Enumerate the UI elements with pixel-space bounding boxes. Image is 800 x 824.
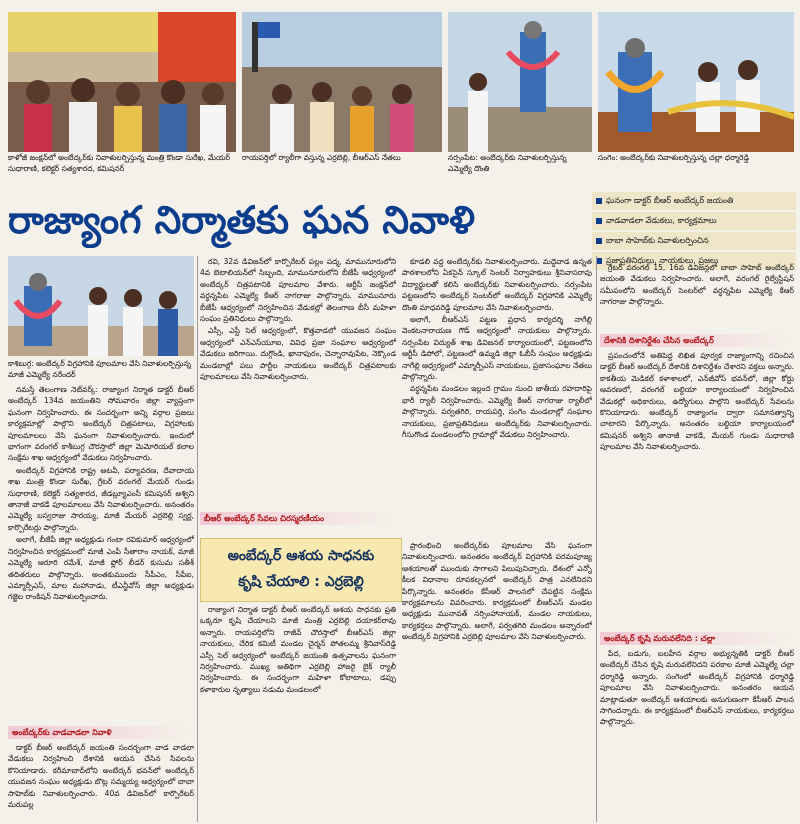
section-subhead: బీఆర్ అంబేద్కర్ సేవలు చిరస్మరణీయం [200,512,396,525]
photo-caption: నర్సంపేట: అంబేద్కర్‌కు నివాళులర్పిస్తున్న ఎమ్మెల్యే దొంతి [448,152,592,176]
article-paragraph: డాక్టర్ బీఆర్ అంబేద్కర్ జయంతి సందర్భంగా వాడ వాడలా వేడుకలు నిర్వహించి దేశానికి ఆయన చేసిన సేవలను కొనియాడారు. కరీమాబాద్‌లోని అంబేద్కర్ భవన్‌లో అంబేద్కర్ యువజన సంఘం అధ్యక్షుడు బొట్ల సమ్మయ్య ఆధ్వర్యంలో బాబా సాహెబ్‌కు నివాళులర్పించారు. 40వ డివిజన్‌లో కార్పొరేటర్ మరుపల్ల [8,743,194,810]
article-paragraph: రాజ్యాంగ నిర్మాత డాక్టర్ బీఆర్ అంబేద్కర్ ఆశయ సాధనకు ప్రతి ఒక్కరూ కృషి చేయాలని మాజీ మంత్రి ఎర్రబెల్లి దయాకర్‌రావు అన్నారు. రాయపర్తిలోని రాజీవ్ చౌరస్తాలో బీఆర్ఎస్ జిల్లా నాయకులు, చేరిక కమిటీ మండల చైర్మన్ పోతలమ్మ శ్రీనివాస్‌రెడ్డి ఎస్సీ సెల్ ఆధ్వర్యంలో అంబేద్కర్ జయంతి ఉత్సవాలను ఘనంగా నిర్వహించారు. ముఖ్య అతిథిగా ఎర్రబెల్లి హాజరై బైక్ ర్యాలీ నిర్వహించారు. ఈ సందర్భంగా మహిళా కోలాటాలు, డప్పు కళాకారుల నృత్యాలు నడుమ మండలంలో [200,605,396,694]
section-subhead: దేశానికి దిశానిర్దేశం చేసిన అంబేద్కర్ [600,334,794,347]
article-paragraph: పేద, బడుగు, బలహీన వర్గాల అభ్యున్నతికి డాక్టర్ బీఆర్ అంబేద్కర్ చేసిన కృషి మరువలేనిదని పరకాల మాజీ ఎమ్మెల్యే చల్లా ధర్మారెడ్డి అన్నారు. సంగెంలో అంబేద్కర్ విగ్రహానికి ధర్మారెడ్డి పూలమాల వేసి నివాళులర్పించారు. అనంతరం ఆయన మాట్లాడుతూ అంబేద్కర్ ఆశయాలకు అనుగుణంగా కేసీఆర్ పాలన సాగిందన్నారు. ఈ కార్యక్రమంలో బీఆర్ఎస్ నాయకులు, కార్యకర్తలు పాల్గొన్నారు. [600,649,794,727]
sub-story-column [200,604,396,822]
article-paragraph: కూడలి వద్ద అంబేద్కర్‌కు నివాళులర్పించారు. మద్దెవాడ ఉన్నత పాఠశాలలోని ఏకసైన్ స్కూల్ సెంటర్ నిర్వాహకులు శ్రీనివాసరావు విద్యార్థులతో కలిసి అంబేద్కర్‌కు నివాళులర్పించారు. నర్సంపేట పట్టణంలోని అంబేద్కర్ సెంటర్‌లో అంబేద్కర్ విగ్రహానికి ఎమ్మెల్యే దొంతి మాధవరెడ్డి పూలమాల వేసి నివాళులర్పించారు. [402,257,592,312]
photo-kaloji-junction [8,12,236,152]
article-column [200,528,396,536]
photo-caption: సంగెం: అంబేద్కర్‌కు నివాళులర్పిస్తున్న చల్లా ధర్మారెడ్డి [598,152,794,176]
article-paragraph: అలాగే, బీజేపీ జిల్లా అధ్యక్షుడు గంటా రవికుమార్ ఆధ్వర్యంలో నిర్వహించిన కార్యక్రమంలో మాజీ ఎంపీ సీతారాం నాయక్, మాజీ ఎమ్మెల్యే ఆరూరి రమేశ్, మాజీ ఫ్లోర్ లీడర్ కుసుమ సతీశ్ తదితరులు పాల్గొన్నారు. అంతకుముందు సీపీఎం, సీపీఐ, ఎమ్మార్పీఎస్, మాల మహానాడు, టీఎన్జీవోస్ జిల్లా అధ్యక్షుడు గజ్జెల రాంకిషన్ నివాళులర్పించారు. [8,535,194,602]
photo-sangem-tribute [598,12,794,152]
article-paragraph: ఎస్సీ, ఎస్టీ సెల్ ఆధ్వర్యంలో, కొత్తవాడలో యువజన సంఘం ఆధ్వర్యంలో ఎన్‌ఎస్‌యూఐ, వివిధ ప్రజా సంఘాల ఆధ్వర్యంలో వేడుకలు జరిగాయి. దుగ్గొండి, ఖానాపురం, చెన్నారావుపేట, నెక్కొండ మండలాల్లో పలు పార్టీల నాయకులు అంబేద్కర్ చిత్రపటాలకు పూలమాలలు వేసి నివాళులర్పించారు. [200,326,396,382]
article-column [600,350,794,630]
photo-kashibugga-tribute [8,256,194,356]
sub-story-heading-line: కృషి చేయాలి : ఎర్రబెల్లి [238,574,364,590]
article-paragraph: గ్రేటర్ వరంగల్ 15, 16వ డివిజన్లలో బాబా సాహెబ్ అంబేద్కర్ జయంతి వేడుకలు నిర్వహించారు. అలాగే, వరంగల్ రైల్వేస్టేషన్ సమీపంలోని అంబేద్కర్ సెంటర్‌లో వర్ధన్నపేట ఎమ్మెల్యే కేఆర్ నాగరాజు పాల్గొన్నారు. [600,263,794,307]
highlight-item: బాబా సాహెబ్‌కు నివాళులర్పించిన [592,232,796,250]
article-column [8,742,194,822]
page-headline: రాజ్యాంగ నిర్మాతకు ఘన నివాళి [8,198,475,242]
article-column [402,256,592,536]
article-column [600,648,794,822]
article-paragraph: ప్రపంచంలోనే అతిపెద్ద లిఖిత పూర్వక రాజ్యాంగాన్ని రచించిన డాక్టర్ బీఆర్ అంబేద్కర్ దేశానికి దిశానిర్దేశం చేశారని వక్తలు అన్నారు. కాకతీయ మెడికల్ కళాశాలలో, ఎన్‌జీవోస్ భవన్‌లో, జిల్లా కోర్టు ఆవరణలో, వరంగల్ బల్దియా కార్యాలయంలో నిర్వహించిన వేడుకల్లో అధికారులు, ఉద్యోగులు పాల్గొని అంబేద్కర్ సేవలను కొనియాడారు. అంబేద్కర్ రాజ్యాంగం ద్వారా సమానత్వాన్ని చాటారని పేర్కొన్నారు. అనంతరం బల్దియా కార్యాలయంలో కమిషనర్ అశ్విని తానాజీ వాకడే, మేయర్ గుండు సుధారాణి పూలమాల వేసి నివాళులర్పించారు. [600,351,794,452]
article-paragraph: అలాగే, బీఆర్ఎస్ పట్టణ ప్రధాన కార్యదర్శి నాగేల్లి వెంకటనారాయణ గౌడ్ ఆధ్వర్యంలో నాయకులు పాల్గొన్నారు. నర్సంపేట విద్యుత్ శాఖ డివిజనల్ కార్యాలయంలో, పట్టణంలోని ఆర్టీసీ డిపోలో, పట్టణంలో ఉమ్మడి జిల్లా ఓబీసీ సంఘం అధ్యక్షుడు నాగేల్లి ఆధ్వర్యంలో ఎమ్మార్పీఎస్ నాయకులు, ప్రజాసంఘాల నేతలు పాల్గొన్నారు. [402,315,592,382]
section-subhead: అంబేద్కర్‌కు వాడవాడలా నివాళి [8,726,194,739]
sub-story-heading-box [200,538,402,602]
article-paragraph: వర్ధన్నపేట మండలం ఇల్లంద గ్రామం నుంచి జాతీయ రహదారిపై భారీ ర్యాలీ నిర్వహించారు. ఎమ్మెల్యే కేఆర్ నాగరాజు ర్యాలీలో పాల్గొన్నారు. పర్వతగిరి, రాయపర్తి, సంగెం మండలాల్లో సంఘాల నాయకులు, ప్రజాప్రతినిధులు అంబేద్కర్‌కు నివాళులర్పించారు. గీసుగొండ మండలంలోని గ్రామాల్లో వేడుకలు నిర్వహించారు. [402,384,592,440]
column-rule [197,256,198,822]
article-column [200,256,396,510]
article-paragraph: రవి, 32వ డివిజన్‌లో కార్పొరేటర్ పల్లం పద్మ, మామునూరులోని 4వ బెటాలియన్‌లో సిబ్బంది, మామునూరులోని బీజేపీ ఆధ్వర్యంలో అంబేద్కర్ చిత్రపటానికి పూలమాల వేశారు. ఆర్టీసీ జంక్షన్‌లో వర్ధన్నపేట ఎమ్మెల్యే కేఆర్ నాగరాజు పాల్గొన్నారు. మామునూరు బీజేపీ ఆధ్వర్యంలో నిర్వహించిన వేడుకల్లో తెలంగాణ బీసీ మహిళా సంఘం ప్రతినిధులు పాల్గొన్నారు. [200,257,396,324]
highlight-item: ఘనంగా డాక్టర్ బీఆర్ అంబేద్కర్ జయంతి [592,192,796,210]
photo-narsampet-statue [448,12,592,152]
highlights-list [592,192,796,272]
article-paragraph: నమస్తే తెలంగాణ నెట్‌వర్క్: రాజ్యాంగ నిర్మాత డాక్టర్ బీఆర్ అంబేద్కర్ 134వ జయంతిని సోమవారం జిల్లా వ్యాప్తంగా ఘనంగా నిర్వహించారు. ఈ సందర్భంగా అన్ని వర్గాల ప్రజలు కార్యక్రమాల్లో పాల్గొని అంబేద్కర్ చిత్రపటాలు, విగ్రహాలకు పూలమాలలు వేసి ఘనంగా నివాళులర్పించారు. ఇందులో భాగంగా వరంగల్ కాశీబుగ్గ చౌరస్తాలో జిల్లా మెమోరియల్ కలాల సంక్షేమ శాఖ ఆధ్వర్యంలో వేడుకలు నిర్వహించారు. [8,385,194,463]
highlight-item: ప్రజాప్రతినిధులు, నాయకులు, ప్రజలు [592,252,796,270]
photo-caption: రాయపర్తిలో ర్యాలీగా వస్తున్న ఎర్రబెల్లి, బీఆర్ఎస్ నేతలు [242,152,442,176]
photo-rayaparthi-rally [242,12,442,152]
highlight-item: వాడవాడలా వేడుకలు, కార్యక్రమాలు [592,212,796,230]
column-rule [596,256,597,822]
article-column [600,262,794,332]
photo-caption: కాళోజీ జంక్షన్‌లో అంబేద్కర్‌కు నివాళులర్పిస్తున్న మంత్రి కొండా సురేఖ, మేయర్ సుధారాణి, కలెక్టర్ సత్యశారద, కమిషనర్ [8,152,236,176]
article-paragraph: అంబేద్కర్ విగ్రహానికి రాష్ట్ర అటవీ, పర్యావరణ, దేవాదాయ శాఖ మంత్రి కొండా సురేఖ, గ్రేటర్ వరంగల్ మేయర్ గుండు సుధారాణి, కలెక్టర్ సత్యశారద, జీడబ్ల్యూఎంసీ కమిషనర్ అశ్విని తానాజీ వాకడే పూలమాలలు వేసి నివాళులర్పించారు. అనంతరం ఎమ్మెల్యే బస్వరాజు సారయ్య, మాజీ మేయర్ ఎర్రబెల్లి స్వర్ణ, కార్పొరేటర్లు పాల్గొన్నారు. [8,465,194,532]
article-paragraph: ప్రారంభించి అంబేద్కర్‌కు పూలమాల వేసి ఘనంగా నివాళులర్పించారు. అనంతరం అంబేద్కర్ విగ్రహానికి పరమపూజ్య ఆశయాలతో ముందుకు సాగాలని పిలుపునిచ్చారు. దేశంలో ఎన్నో కీలక విధానాల రూపకల్పనలో అంబేద్కర్ పాత్ర ఎనలేనిదని పేర్కొన్నారు. అనంతరం కేసీఆర్ పాలనలో చేపట్టిన సంక్షేమ కార్యక్రమాలను వివరించారు. కార్యక్రమంలో బీఆర్ఎస్ మండల అధ్యక్షుడు మునావత్ నర్సింహానాయక్, మండల నాయకులు, కార్యకర్తలు పాల్గొన్నారు. అలాగే, పర్వతగిరి మండలం అన్నారంలో అంబేద్కర్ విగ్రహానికి ఎర్రబెల్లి పూలమాల వేసి నివాళులర్పించారు. [402,541,592,642]
sub-story-heading-line: అంబేద్కర్ ఆశయ సాధనకు [227,548,375,564]
section-subhead: అంబేద్కర్ కృషి మరువలేనిది : చల్లా [600,632,794,645]
photo-caption: కాశిబుగ్గ: అంబేద్కర్ విగ్రహానికి పూలమాల వేసి నివాళులర్పిస్తున్న మాజీ ఎమ్మెల్యే నరేందర్ [8,358,194,382]
article-column [8,384,194,724]
sub-story-column [402,540,592,822]
